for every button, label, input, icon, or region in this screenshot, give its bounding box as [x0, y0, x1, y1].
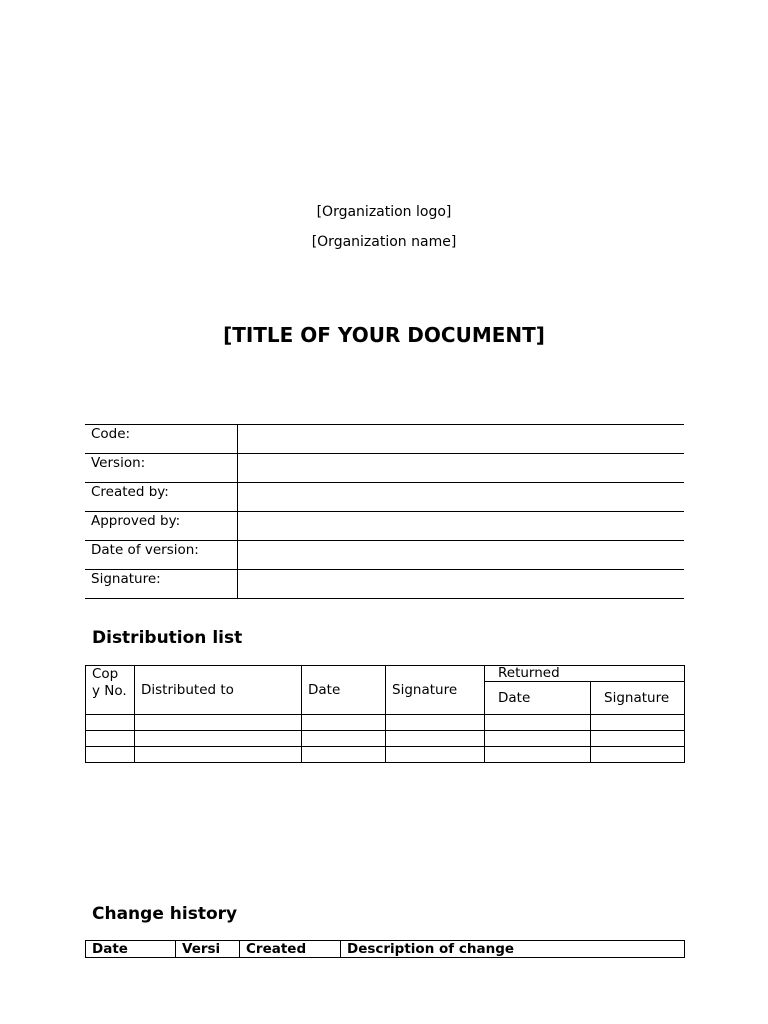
- table-cell[interactable]: [135, 747, 302, 763]
- organization-logo-placeholder: [Organization logo]: [316, 204, 452, 220]
- header-returned-date: Date: [485, 682, 591, 715]
- table-cell[interactable]: [386, 747, 485, 763]
- change-history-table: [85, 940, 685, 958]
- distribution-header-row: [86, 666, 685, 682]
- distribution-table: [85, 665, 685, 763]
- header-returned-signature: Signature: [591, 682, 685, 715]
- info-value[interactable]: [238, 425, 685, 454]
- header-date: Date: [302, 666, 386, 715]
- info-label: Signature:: [85, 570, 238, 599]
- header-version: Versi: [176, 941, 240, 958]
- document-title: [TITLE OF YOUR DOCUMENT]: [223, 323, 545, 347]
- table-cell[interactable]: [302, 715, 386, 731]
- info-row-created-by: [85, 483, 684, 512]
- info-value[interactable]: [238, 512, 685, 541]
- info-row-date-of-version: [85, 541, 684, 570]
- table-cell[interactable]: [386, 715, 485, 731]
- info-label: Version:: [85, 454, 238, 483]
- change-history-heading: Change history: [92, 904, 238, 924]
- info-label: Created by:: [85, 483, 238, 512]
- info-label: Code:: [85, 425, 238, 454]
- table-cell[interactable]: [485, 747, 591, 763]
- document-info-table: [85, 424, 684, 599]
- table-cell[interactable]: [485, 731, 591, 747]
- table-cell[interactable]: [135, 715, 302, 731]
- table-row: [86, 715, 685, 731]
- table-cell[interactable]: [86, 731, 135, 747]
- info-value[interactable]: [238, 483, 685, 512]
- change-history-header-row: [86, 941, 685, 958]
- table-cell[interactable]: [591, 731, 685, 747]
- table-cell[interactable]: [591, 715, 685, 731]
- organization-name-placeholder: [Organization name]: [311, 234, 457, 250]
- info-value[interactable]: [238, 570, 685, 599]
- table-cell[interactable]: [302, 747, 386, 763]
- table-cell[interactable]: [86, 747, 135, 763]
- table-row: [86, 747, 685, 763]
- info-row-approved-by: [85, 512, 684, 541]
- info-row-signature: [85, 570, 684, 599]
- info-row-code: [85, 425, 684, 454]
- table-cell[interactable]: [302, 731, 386, 747]
- info-label: Date of version:: [85, 541, 238, 570]
- header-created: Created: [240, 941, 341, 958]
- header-copy-no: Cop y No.: [86, 666, 135, 715]
- info-value[interactable]: [238, 454, 685, 483]
- header-date: Date: [86, 941, 176, 958]
- table-row: [86, 731, 685, 747]
- header-returned: Returned: [485, 666, 685, 682]
- table-cell[interactable]: [591, 747, 685, 763]
- header-distributed-to: Distributed to: [135, 666, 302, 715]
- table-cell[interactable]: [135, 731, 302, 747]
- table-cell[interactable]: [485, 715, 591, 731]
- table-cell[interactable]: [86, 715, 135, 731]
- header-description: Description of change: [341, 941, 685, 958]
- header-signature: Signature: [386, 666, 485, 715]
- distribution-list-heading: Distribution list: [92, 628, 243, 648]
- info-label: Approved by:: [85, 512, 238, 541]
- info-value[interactable]: [238, 541, 685, 570]
- table-cell[interactable]: [386, 731, 485, 747]
- info-row-version: [85, 454, 684, 483]
